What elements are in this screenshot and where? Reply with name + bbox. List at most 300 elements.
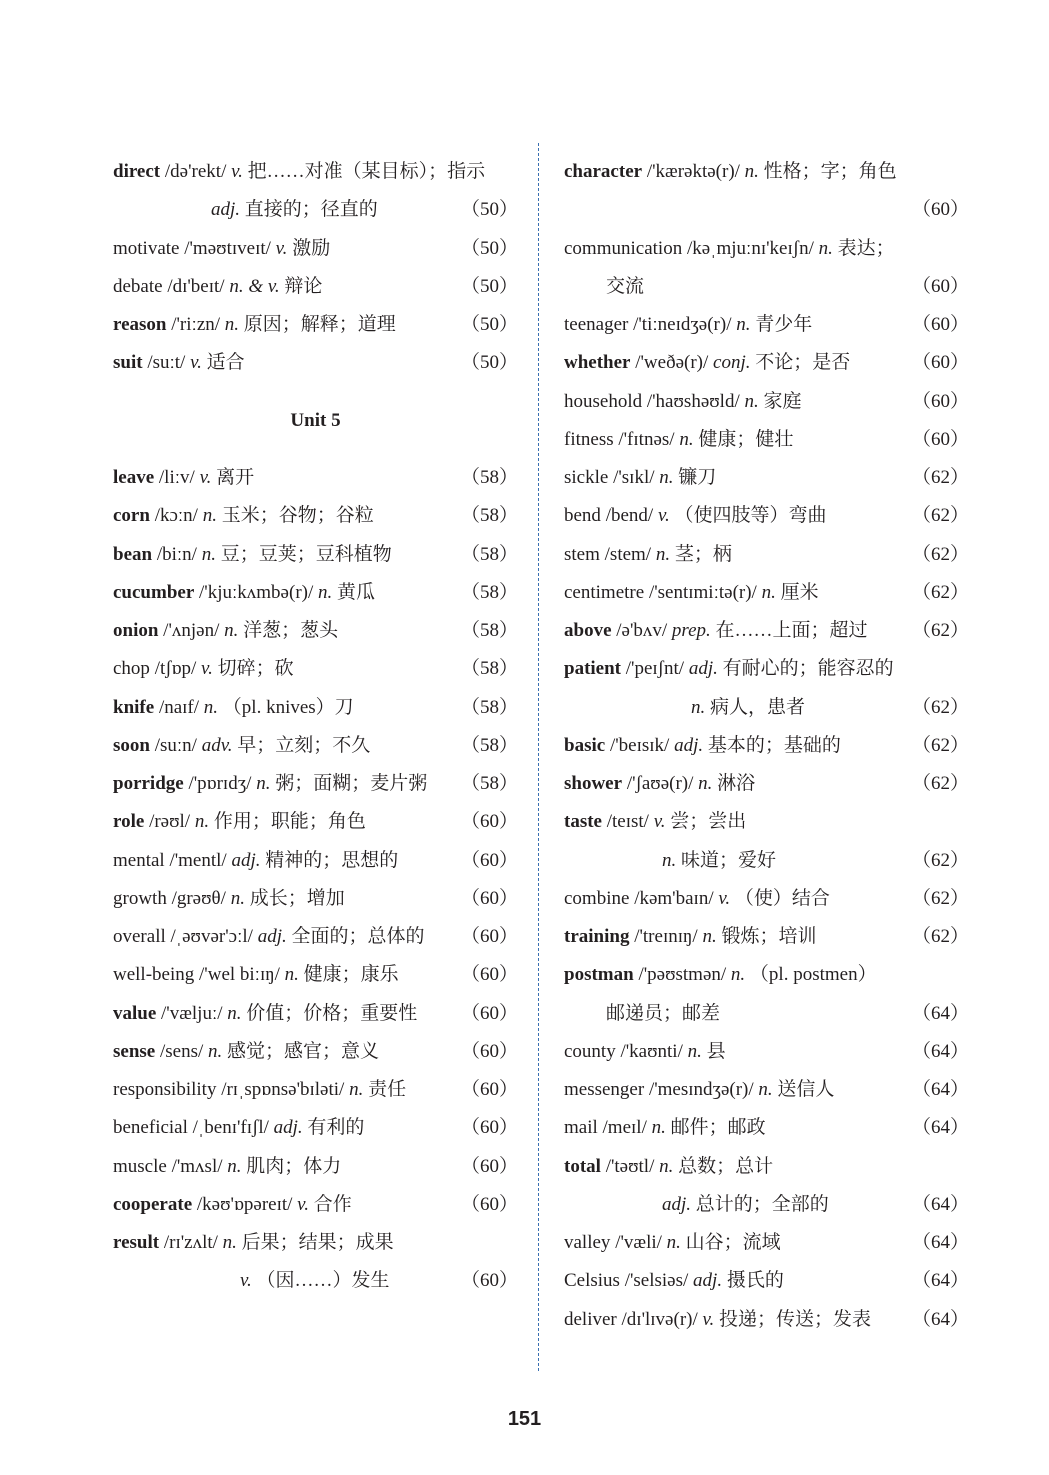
- part-of-speech: adj.: [211, 199, 241, 221]
- headword: above: [564, 620, 612, 641]
- entry-text: [564, 765, 755, 803]
- definition: 感觉；感官；意义: [222, 1040, 380, 1062]
- phonetic: /'kaʊnti/: [615, 1040, 688, 1062]
- headword: value: [113, 1002, 157, 1024]
- vocab-entry: [564, 803, 969, 841]
- entry-text: [113, 1224, 394, 1262]
- page-reference: （64）: [911, 1079, 969, 1100]
- headword: porridge: [113, 773, 184, 794]
- page-reference: （60）: [460, 1040, 518, 1062]
- phonetic: /də'rekt/: [160, 161, 232, 182]
- vocab-entry: [113, 689, 518, 727]
- page-reference: （60）: [911, 199, 969, 221]
- page-reference: （62）: [911, 887, 969, 909]
- vocab-entry: [564, 459, 969, 497]
- vocab-entry: [113, 191, 518, 229]
- phonetic: /grəʊθ/: [166, 887, 231, 909]
- definition: 离开: [211, 467, 255, 488]
- part-of-speech: v.: [275, 237, 288, 259]
- page-reference: （62）: [911, 696, 969, 718]
- definition: 全面的；总体的: [286, 926, 425, 947]
- phonetic: /'riːzn/: [166, 314, 225, 335]
- entry-text: [113, 842, 398, 880]
- part-of-speech: v.: [657, 505, 670, 527]
- phonetic: /'təʊtl/: [600, 1155, 660, 1177]
- definition: 在……上面；超过: [710, 620, 868, 641]
- page-reference: （64）: [911, 1308, 969, 1330]
- entry-text: [113, 727, 370, 765]
- part-of-speech: v.: [297, 1193, 309, 1215]
- entry-text: [564, 880, 830, 918]
- page-reference: （58）: [460, 581, 518, 603]
- page-reference: （50）: [460, 275, 518, 297]
- vocab-entry: [564, 689, 969, 727]
- page-reference: （60）: [460, 849, 518, 871]
- phonetic: /rɪ'zʌlt/: [159, 1232, 223, 1253]
- page-reference: （50）: [460, 352, 518, 374]
- phonetic: /bend/: [600, 505, 658, 527]
- entry-text: [564, 650, 894, 688]
- phonetic: /'mesɪndʒə(r)/: [644, 1079, 759, 1100]
- phonetic: /'weðə(r)/: [630, 352, 714, 374]
- vocab-entry: [113, 1033, 518, 1071]
- entry-text: [113, 306, 396, 344]
- definition: 早；立刻；不久: [232, 734, 371, 756]
- headword: deliver: [564, 1308, 617, 1330]
- vocab-entry: [564, 1033, 969, 1071]
- definition: 县: [701, 1040, 726, 1062]
- headword: county: [564, 1040, 616, 1062]
- definition: 表达；: [832, 237, 895, 259]
- part-of-speech: v.: [240, 1270, 252, 1292]
- headword: sickle: [564, 467, 609, 488]
- vocab-entry: [113, 727, 518, 765]
- definition: 价值；价格；重要性: [241, 1002, 418, 1024]
- part-of-speech: n.: [651, 1117, 666, 1139]
- definition: 淋浴: [712, 773, 756, 794]
- phonetic: /kəˌmjuːnɪ'keɪʃn/: [682, 237, 819, 259]
- part-of-speech: conj.: [713, 352, 751, 374]
- headword: role: [113, 811, 145, 833]
- definition: 辩论: [279, 275, 323, 297]
- part-of-speech: n.: [659, 467, 674, 488]
- headword: stem: [564, 543, 600, 565]
- entry-text: [564, 918, 816, 956]
- vocab-entry: [113, 880, 518, 918]
- headword: training: [564, 926, 630, 947]
- entry-text: [113, 1071, 406, 1109]
- definition: 黄瓜: [332, 581, 376, 603]
- part-of-speech: n.: [691, 696, 706, 718]
- headword: centimetre: [564, 581, 645, 603]
- part-of-speech: v.: [190, 352, 202, 374]
- phonetic: /sens/: [155, 1040, 209, 1062]
- headword: whether: [564, 352, 631, 374]
- phonetic: /meɪl/: [597, 1117, 652, 1139]
- page-reference: （58）: [460, 773, 518, 794]
- phonetic: /suːn/: [149, 734, 202, 756]
- phonetic: /ˌbenɪ'fɪʃl/: [187, 1117, 274, 1139]
- definition: （pl. knives）刀: [218, 696, 354, 718]
- headword: mail: [564, 1117, 598, 1139]
- definition: 交流: [606, 275, 645, 297]
- headword: mental: [113, 849, 165, 871]
- page-reference: （62）: [911, 773, 969, 794]
- part-of-speech: n.: [208, 1040, 223, 1062]
- page-reference: （60）: [911, 352, 969, 374]
- entry-text: [113, 918, 424, 956]
- part-of-speech: adv.: [201, 734, 233, 756]
- headword: shower: [564, 773, 623, 794]
- headword: total: [564, 1155, 601, 1177]
- part-of-speech: n. & v.: [229, 275, 280, 297]
- page-reference: （62）: [911, 620, 969, 641]
- page-reference: （58）: [460, 620, 518, 641]
- entry-text: [564, 383, 802, 421]
- page-reference: （60）: [911, 314, 969, 335]
- entry-text: [113, 344, 245, 382]
- headword: beneficial: [113, 1117, 188, 1139]
- headword: onion: [113, 620, 159, 641]
- phonetic: /'sentɪmiːtə(r)/: [644, 581, 762, 603]
- phonetic: /'ʃaʊə(r)/: [622, 773, 699, 794]
- entry-text: [564, 153, 897, 191]
- part-of-speech: n.: [730, 964, 746, 986]
- left-column: [113, 153, 518, 1301]
- part-of-speech: n.: [224, 620, 239, 641]
- part-of-speech: n.: [318, 581, 333, 603]
- vocab-entry: [113, 459, 518, 497]
- part-of-speech: n.: [758, 1079, 773, 1100]
- entry-text: [113, 650, 294, 688]
- entry-text: [662, 1186, 829, 1224]
- definition: 厘米: [775, 581, 819, 603]
- phonetic: /'selsiəs/: [619, 1270, 694, 1292]
- vocab-entry: [564, 727, 969, 765]
- definition: 成长；增加: [244, 887, 345, 909]
- definition: 切碎；砍: [212, 658, 294, 680]
- phonetic: /ˌəʊvər'ɔːl/: [165, 926, 258, 947]
- phonetic: /'fɪtnəs/: [613, 428, 680, 450]
- entry-text: [564, 1148, 773, 1186]
- headword: growth: [113, 887, 167, 909]
- entry-text: [564, 1301, 871, 1339]
- vocab-entry: [113, 956, 518, 994]
- definition: 摄氏的: [722, 1270, 784, 1292]
- page-reference: （60）: [911, 428, 969, 450]
- headword: corn: [113, 505, 150, 527]
- phonetic: /'pəʊstmən/: [633, 964, 731, 986]
- vocab-entry: [113, 536, 518, 574]
- page-reference: （62）: [911, 849, 969, 871]
- definition: 邮件；邮政: [665, 1117, 766, 1139]
- definition: 合作: [308, 1193, 352, 1215]
- part-of-speech: adj.: [674, 734, 704, 756]
- entry-text: [113, 1148, 341, 1186]
- definition: 有利的: [302, 1117, 365, 1139]
- definition: 适合: [201, 352, 245, 374]
- headword: reason: [113, 314, 167, 335]
- page-reference: （64）: [911, 1193, 969, 1215]
- entry-text: [564, 803, 746, 841]
- page-number: 151: [507, 1408, 542, 1430]
- phonetic: /teɪst/: [601, 811, 654, 833]
- phonetic: /tʃɒp/: [149, 658, 202, 680]
- vocab-entry: [564, 153, 969, 191]
- vocab-entry: [113, 1262, 518, 1300]
- headword: responsibility: [113, 1079, 217, 1100]
- entry-text: [113, 459, 254, 497]
- page-reference: （62）: [911, 581, 969, 603]
- headword: motivate: [113, 237, 180, 259]
- definition: 原因；解释；道理: [239, 314, 396, 335]
- phonetic: /'væli/: [610, 1232, 667, 1253]
- part-of-speech: n.: [256, 773, 271, 794]
- phonetic: /'mentl/: [164, 849, 232, 871]
- vocab-entry: [564, 956, 969, 994]
- page-reference: （64）: [911, 1040, 969, 1062]
- entry-text: [113, 880, 345, 918]
- page-reference: （62）: [911, 543, 969, 565]
- part-of-speech: n.: [203, 696, 219, 718]
- vocab-entry: [113, 1186, 518, 1224]
- part-of-speech: adj.: [662, 1193, 692, 1215]
- entry-text: [113, 995, 417, 1033]
- definition: 激励: [287, 237, 331, 259]
- phonetic: /biːn/: [152, 543, 202, 565]
- part-of-speech: prep.: [671, 620, 711, 641]
- part-of-speech: n.: [666, 1232, 681, 1253]
- phonetic: /'kjuːkʌmbə(r)/: [194, 581, 318, 603]
- phonetic: /'treɪnɪŋ/: [629, 926, 703, 947]
- phonetic: /rəʊl/: [144, 811, 195, 833]
- entry-text: [564, 1109, 766, 1147]
- phonetic: /'beɪsɪk/: [605, 734, 675, 756]
- page-reference: （58）: [460, 658, 518, 680]
- page-reference: （64）: [911, 1117, 969, 1139]
- vocab-entry: [564, 1262, 969, 1300]
- headword: household: [564, 390, 643, 412]
- part-of-speech: v.: [718, 887, 731, 909]
- part-of-speech: adj.: [693, 1270, 723, 1292]
- part-of-speech: adj.: [231, 849, 261, 871]
- headword: cucumber: [113, 581, 195, 603]
- entry-text: [564, 421, 793, 459]
- vocab-entry: [564, 344, 969, 382]
- vocab-entry: [113, 344, 518, 382]
- part-of-speech: v.: [201, 658, 213, 680]
- entry-text: [113, 1109, 364, 1147]
- part-of-speech: adj.: [688, 658, 718, 680]
- definition: 健康；康乐: [298, 964, 399, 986]
- part-of-speech: n.: [227, 1002, 242, 1024]
- headword: chop: [113, 658, 150, 680]
- phonetic: /'wel biːɪŋ/: [194, 964, 285, 986]
- vocab-entry: [113, 842, 518, 880]
- entry-text: [564, 612, 868, 650]
- vocab-entry: [564, 1148, 969, 1186]
- vocab-entry: [113, 918, 518, 956]
- vocab-entry: [564, 650, 969, 688]
- phonetic: /'peɪʃnt/: [621, 658, 689, 680]
- phonetic: /'ʌnjən/: [158, 620, 225, 641]
- page-reference: （50）: [460, 199, 518, 221]
- headword: character: [564, 161, 643, 182]
- part-of-speech: n.: [284, 964, 299, 986]
- vocab-entry: [564, 765, 969, 803]
- vocab-entry: [113, 230, 518, 268]
- phonetic: /stem/: [599, 543, 656, 565]
- part-of-speech: v.: [199, 467, 212, 488]
- headword: debate: [113, 275, 163, 297]
- vocab-entry: [564, 268, 969, 306]
- phonetic: /'væljuː/: [156, 1002, 228, 1024]
- headword: suit: [113, 352, 143, 374]
- vocab-entry: [564, 1186, 969, 1224]
- definition: 洋葱；葱头: [238, 620, 339, 641]
- entry-text: [240, 1262, 390, 1300]
- part-of-speech: n.: [655, 543, 671, 565]
- definition: 山谷；流域: [680, 1232, 781, 1253]
- definition: （使）结合: [730, 887, 830, 909]
- vocab-entry: [564, 880, 969, 918]
- vocab-entry: [564, 1071, 969, 1109]
- definition: 不论；是否: [750, 352, 851, 374]
- part-of-speech: n.: [224, 314, 240, 335]
- page-reference: （62）: [911, 926, 969, 947]
- entry-text: [691, 689, 805, 727]
- vocab-entry: [113, 1109, 518, 1147]
- phonetic: /'kærəktə(r)/: [642, 161, 745, 182]
- headword: cooperate: [113, 1193, 193, 1215]
- definition: 健康；健壮: [693, 428, 794, 450]
- entry-text: [564, 1071, 834, 1109]
- headword: soon: [113, 734, 150, 756]
- entry-text: [113, 1186, 352, 1224]
- vocab-entry: [564, 995, 969, 1033]
- part-of-speech: n.: [702, 926, 717, 947]
- phonetic: /suːt/: [142, 352, 191, 374]
- headword: valley: [564, 1232, 611, 1253]
- phonetic: /'pɒrɪdʒ/: [183, 773, 257, 794]
- phonetic: /'tiːneɪdʒə(r)/: [628, 314, 737, 335]
- phonetic: /kəʊ'ɒpəreɪt/: [192, 1193, 298, 1215]
- definition: 锻炼；培训: [716, 926, 817, 947]
- part-of-speech: n.: [230, 887, 245, 909]
- page-reference: （60）: [460, 1193, 518, 1215]
- page-reference: （60）: [911, 390, 969, 412]
- entry-text: [113, 536, 392, 574]
- page-reference: （60）: [460, 1002, 518, 1024]
- definition: 基本的；基础的: [703, 734, 841, 756]
- entry-text: [564, 956, 877, 994]
- vocab-entry: [564, 497, 969, 535]
- entry-text: [113, 230, 330, 268]
- vocab-entry: [113, 1071, 518, 1109]
- entry-text: [564, 230, 895, 268]
- vocab-entry: [113, 306, 518, 344]
- vocab-entry: [113, 497, 518, 535]
- vocab-entry: [564, 1224, 969, 1262]
- entry-text: [113, 497, 374, 535]
- definition: 责任: [363, 1079, 407, 1100]
- unit-heading: Unit 5: [290, 409, 341, 431]
- entry-text: [606, 268, 644, 306]
- vocab-entry: [113, 612, 518, 650]
- definition: 作用；职能；角色: [209, 811, 366, 833]
- page-reference: （64）: [911, 1232, 969, 1253]
- page-reference: （62）: [911, 467, 969, 488]
- entry-text: [564, 574, 819, 612]
- entry-text: [113, 689, 354, 727]
- entry-text: [564, 459, 716, 497]
- vocab-entry: [564, 306, 969, 344]
- definition: 总数；总计: [673, 1155, 774, 1177]
- phonetic: /rɪˌspɒnsə'bɪləti/: [216, 1079, 350, 1100]
- phonetic: /dɪ'beɪt/: [162, 275, 230, 297]
- page-reference: （60）: [460, 926, 518, 947]
- definition: （pl. postmen）: [745, 964, 877, 986]
- part-of-speech: v.: [653, 811, 666, 833]
- part-of-speech: n.: [744, 161, 759, 182]
- definition: 病人，患者: [705, 696, 806, 718]
- page-reference: （58）: [460, 467, 518, 488]
- phonetic: /kəm'baɪn/: [629, 887, 719, 909]
- entry-text: [113, 803, 366, 841]
- headword: messenger: [564, 1079, 645, 1100]
- vocab-entry: [564, 918, 969, 956]
- definition: 玉米；谷物；谷粒: [216, 505, 374, 527]
- vocab-entry: [564, 1109, 969, 1147]
- definition: 性格；字；角色: [758, 161, 897, 182]
- right-column: [564, 153, 969, 1339]
- definition: 送信人: [772, 1079, 835, 1100]
- entry-text: [564, 536, 732, 574]
- phonetic: /'sɪkl/: [608, 467, 660, 488]
- headword: taste: [564, 811, 602, 833]
- vocab-entry: [113, 1224, 518, 1262]
- phonetic: /naɪf/: [154, 696, 204, 718]
- page-reference: （60）: [460, 1079, 518, 1100]
- headword: knife: [113, 696, 155, 718]
- vocab-entry: [113, 765, 518, 803]
- headword: combine: [564, 887, 630, 909]
- part-of-speech: adj.: [257, 926, 287, 947]
- phonetic: /kɔːn/: [149, 505, 203, 527]
- phonetic: /'haʊshəʊld/: [642, 390, 745, 412]
- entry-text: [211, 191, 378, 229]
- headword: Celsius: [564, 1270, 620, 1292]
- page-reference: （58）: [460, 734, 518, 756]
- phonetic: /'məʊtɪveɪt/: [179, 237, 276, 259]
- part-of-speech: n.: [659, 1155, 674, 1177]
- definition: 尝；尝出: [665, 811, 747, 833]
- vocab-entry: [113, 650, 518, 688]
- part-of-speech: n.: [736, 314, 751, 335]
- entry-text: [113, 268, 322, 306]
- definition: 直接的；径直的: [240, 199, 378, 221]
- page-reference: （60）: [911, 275, 969, 297]
- headword: patient: [564, 658, 621, 680]
- entry-text: [564, 727, 841, 765]
- definition: （使四肢等）弯曲: [669, 505, 827, 527]
- definition: 肌肉；体力: [241, 1155, 342, 1177]
- definition: 镰刀: [673, 467, 717, 488]
- definition: 茎；柄: [670, 543, 732, 565]
- entry-text: [564, 497, 826, 535]
- page-reference: （60）: [460, 964, 518, 986]
- vocab-entry: [564, 1301, 969, 1339]
